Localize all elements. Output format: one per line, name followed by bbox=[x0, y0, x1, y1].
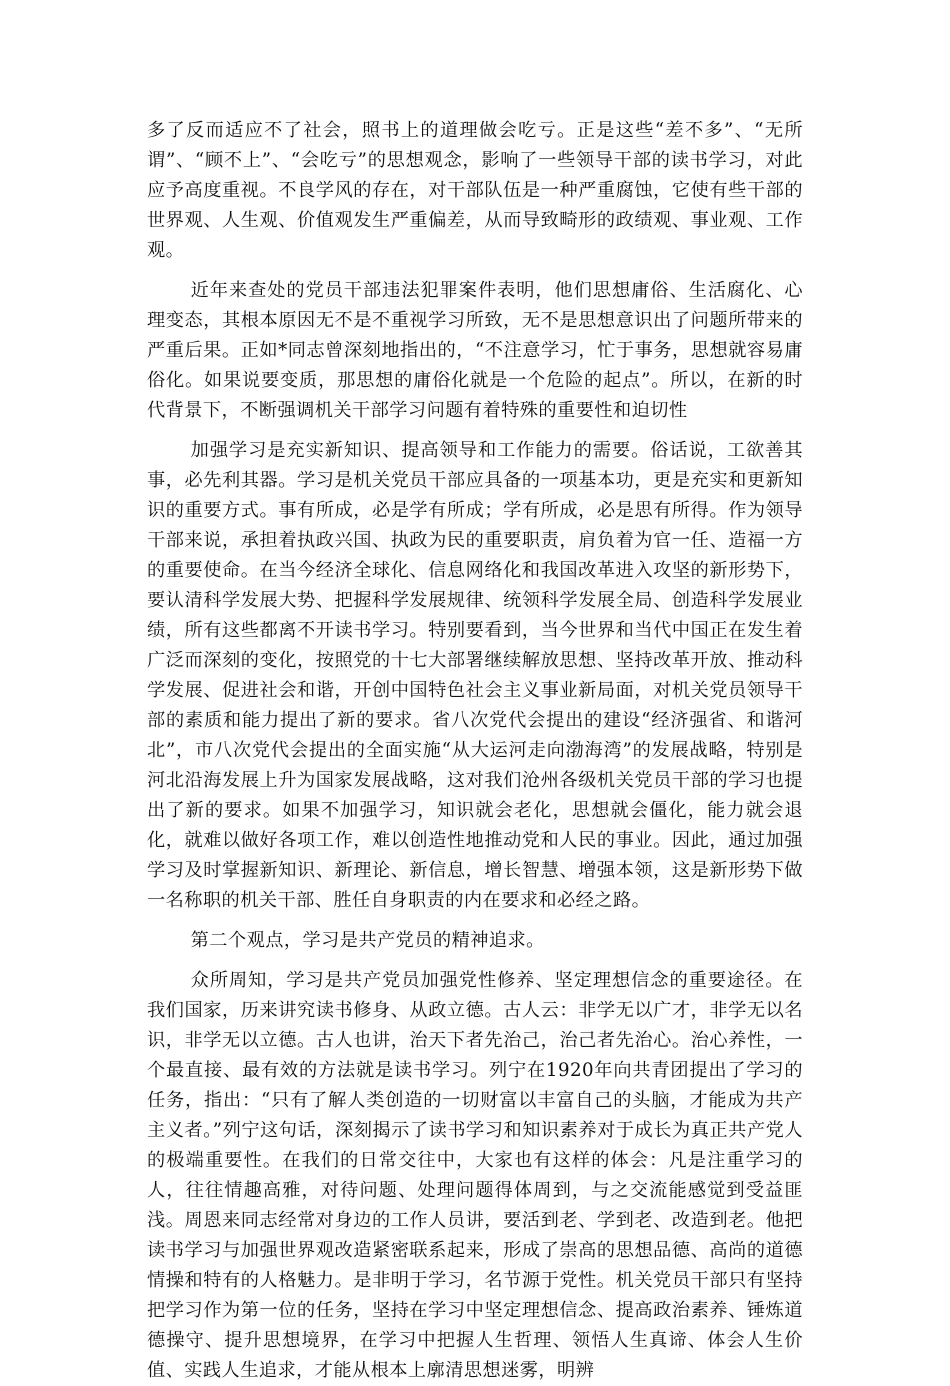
document-page bbox=[147, 116, 803, 1386]
paragraph-strengthen-learning: 加强学习是充实新知识、提高领导和工作能力的需要。俗话说，工欲善其事，必先利其器。学习是机关党员干部应具备的一项基本功，更是充实和更新知识的重要方式。事有所成，必是学有所成；学有所成，必是思有所得。作为领导干部来说，承担着执政兴国、执政为民的重要职责，肩负着为官一任、造福一方的重要使命。在当今经济全球化、信息网络化和我国改革进入攻坚的新形势下，要认清科学发展大势、把握科学发展规律、统领科学发展全局、创造科学发展业绩，所有这些都离不开读书学习。特别要看到，当今世界和当代中国正在发生着广泛而深刻的变化，按照党的十七大部署继续解放思想、坚持改革开放、推动科学发展、促进社会和谐，开创中国特色社会主义事业新局面，对机关党员领导干部的素质和能力提出了新的要求。省八次党代会提出的建设“经济强省、和谐河北”，市八次党代会提出的全面实施“从大运河走向渤海湾”的发展战略，特别是河北沿海发展上升为国家发展战略，这对我们沧州各级机关党员干部的学习也提出了新的要求。如果不加强学习，知识就会老化，思想就会僵化，能力就会退化，就难以做好各项工作，难以创造性地推动党和人民的事业。因此，通过加强学习及时掌握新知识、新理论、新信息，增长智慧、增强本领，这是新形势下做一名称职的机关干部、胜任自身职责的内在要求和必经之路。 bbox=[147, 440, 803, 911]
paragraph-second-point: 第二个观点，学习是共产党员的精神追求。 bbox=[190, 930, 545, 951]
paragraph-continued: 多了反而适应不了社会，照书上的道理做会吃亏。正是这些“差不多”、“无所谓”、“顾不上”、“会吃亏”的思想观念，影响了一些领导干部的读书学习，对此应予高度重视。不良学风的存在，对干部队伍是一种严重腐蚀，它使有些干部的世界观、人生观、价值观发生严重偏差，从而导致畸形的政绩观、事业观、工作观。 bbox=[147, 120, 803, 261]
paragraph-party-learning: 众所周知，学习是共产党员加强党性修养、坚定理想信念的重要途径。在我们国家，历来讲究读书修身、从政立德。古人云：非学无以广才，非学无以名识，非学无以立德。古人也讲，治天下者先治己，治己者先治心。治心养性，一个最直接、最有效的方法就是读书学习。列宁在1920年向共青团提出了学习的任务，指出：“只有了解人类创造的一切财富以丰富自己的头脑，才能成为共产主义者。”列宁这句话，深刻揭示了读书学习和知识素养对于成长为真正共产党人的极端重要性。在我们的日常交往中，大家也有这样的体会：凡是注重学习的人，往往情趣高雅，对待问题、处理问题得体周到，与之交流能感觉到受益匪浅。周恩来同志经常对身边的工作人员讲，要活到老、学到老、改造到老。他把读书学习与加强世界观改造紧密联系起来，形成了崇高的思想品德、高尚的道德情操和特有的人格魅力。是非明于学习，名节源于党性。机关党员干部只有坚持把学习作为第一位的任务，坚持在学习中坚定理想信念、提高政治素养、锤炼道德操守、提升思想境界，在学习中把握人生哲理、领悟人生真谛、体会人生价值、实践人生追求，才能从根本上廓清思想迷雾，明辨 bbox=[147, 970, 803, 1381]
paragraph-case-analysis: 近年来查处的党员干部违法犯罪案件表明，他们思想庸俗、生活腐化、心理变态，其根本原因无不是不重视学习所致，无不是思想意识出了问题所带来的严重后果。正如*同志曾深刻地指出的，“不注意学习，忙于事务，思想就容易庸俗化。如果说要变质，那思想的庸俗化就是一个危险的起点”。所以，在新的时代背景下，不断强调机关干部学习问题有着特殊的重要性和迫切性 bbox=[147, 280, 803, 421]
